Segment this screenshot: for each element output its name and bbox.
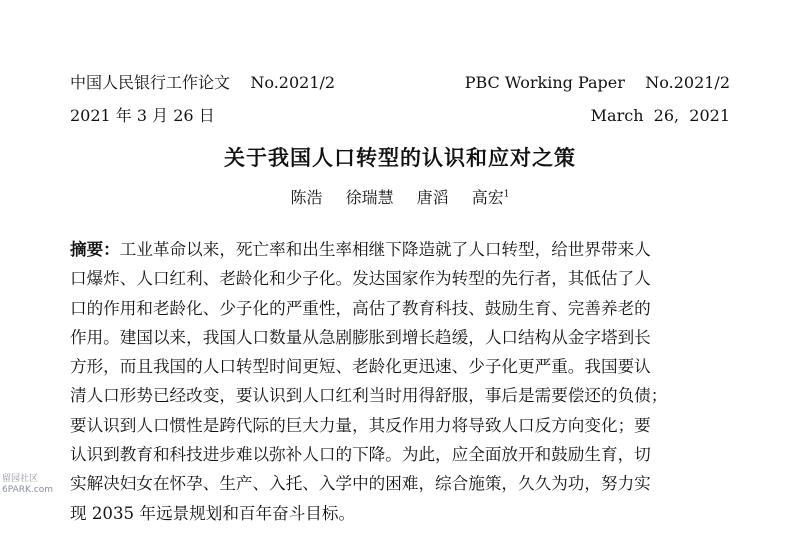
abstract-line: 口爆炸、人口红利、老龄化和少子化。发达国家作为转型的先行者，其低估了人	[70, 269, 651, 289]
author-name: 陈浩	[290, 188, 323, 207]
author-name: 高宏	[471, 188, 504, 207]
abstract-text: 工业革命以来，死亡率和出生率相继下降造就了人口转型，给世界带来人	[119, 240, 651, 259]
paper-title: 关于我国人口转型的认识和应对之策	[224, 145, 576, 170]
series-name-cn: 中国人民银行工作论文	[70, 73, 231, 92]
abstract	[70, 235, 732, 528]
abstract-line: 作用。建国以来，我国人口数量从急剧膨胀到增长趋缓，人口结构从金字塔到长	[70, 327, 651, 347]
abstract-line: 方形，而且我国的人口转型时间更短、老龄化更迅速、少子化更严重。我国要认	[70, 357, 651, 377]
abstract-line: 口的作用和老龄化、少子化的严重性，高估了教育科技、鼓励生育、完善养老的	[70, 298, 651, 318]
series-number-cn: No.2021/2	[250, 73, 336, 92]
watermark	[2, 474, 53, 496]
author-name-with-footnote	[472, 188, 510, 207]
abstract-line: 实解决妇女在怀孕、生产、入托、入学中的困难，综合施策，久久为功，努力实	[70, 474, 651, 494]
abstract-line: 要认识到人口惯性是跨代际的巨大力量，其反作用力将导致人口反方向变化；要	[70, 415, 651, 435]
abstract-line: 现 2035 年远景规划和百年奋斗目标。	[70, 503, 356, 523]
abstract-line: 认识到教育和科技进步难以弥补人口的下降。为此，应全面放开和鼓励生育，切	[70, 445, 651, 465]
date-en: March 26, 2021	[590, 106, 730, 125]
series-number-en: No.2021/2	[645, 73, 730, 92]
abstract-label: 摘要：	[70, 239, 120, 259]
series-name-en: PBC Working Paper	[464, 73, 625, 92]
footnote-marker: 1	[503, 189, 510, 200]
header-series-en	[465, 73, 730, 93]
author-name: 唐滔	[416, 188, 449, 207]
author-list	[0, 185, 800, 208]
date-cn: 2021 年 3 月 26 日	[70, 106, 215, 125]
header-series-cn	[70, 73, 335, 93]
watermark-line2: 6PARK.com	[2, 485, 53, 495]
author-name: 徐瑞慧	[345, 188, 394, 207]
abstract-line	[70, 235, 732, 264]
watermark-line1: 留园社区	[2, 474, 39, 484]
abstract-line: 清人口形势已经改变，要认识到人口红利当时用得舒服，事后是需要偿还的负债；	[70, 386, 668, 406]
